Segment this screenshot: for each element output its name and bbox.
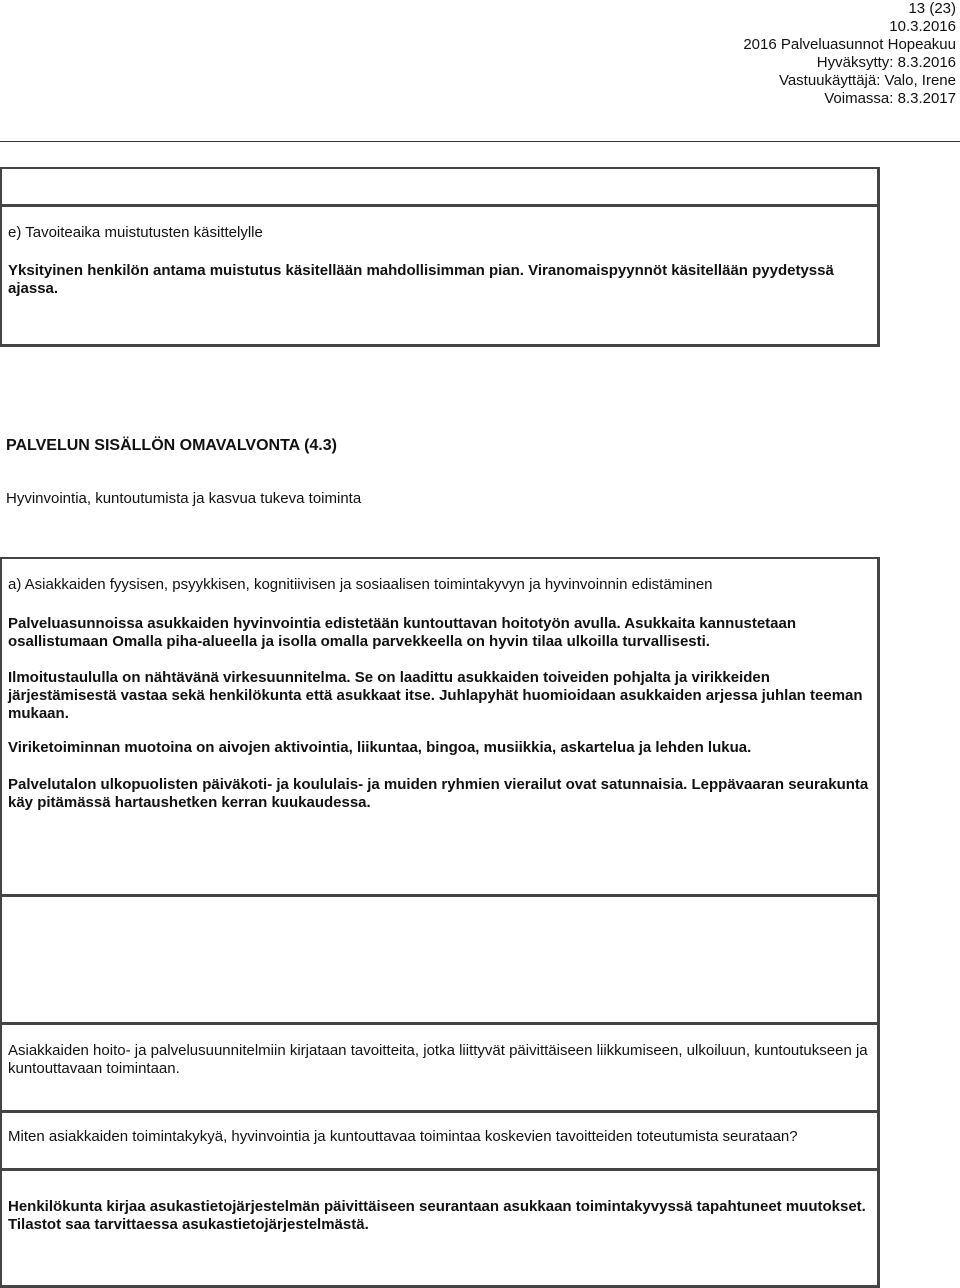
responsible-user: Vastuukäyttäjä: Valo, Irene — [778, 72, 956, 89]
document-header — [743, 0, 956, 108]
section-a-p1-line2: osallistumaan Omalla piha-alueella ja isolla omalla parvekkeella on hyvin tilaa ulkoilla turvallisesti. — [8, 633, 710, 650]
section-title: PALVELUN SISÄLLÖN OMAVALVONTA (4.3) — [6, 437, 337, 454]
empty-field-box — [0, 167, 880, 207]
section-e-body-line1: Yksityinen henkilön antama muistutus käsitellään mahdollisimman pian. Viranomaispyynnöt käsitellään pyydetyssä — [8, 262, 834, 279]
tracking-answer-line1: Henkilökunta kirjaa asukastietojärjestelmän päivittäiseen seurantaan asukkaan toimintakyvyssä tapahtuneet muutokset. — [8, 1198, 866, 1215]
section-a-p3-line1: Viriketoiminnan muotoina on aivojen aktivointia, liikuntaa, bingoa, musiikkia, askartelua ja lehden lukua. — [8, 739, 752, 756]
monitoring-question-box — [0, 1111, 880, 1171]
section-a-p2-line1: Ilmoitustaululla on nähtävänä virkesuunnitelma. Se on laadittu asukkaiden toiveiden pohjalta ja virikkeiden — [8, 669, 770, 686]
plans-box — [0, 1023, 880, 1113]
section-e-body-line2: ajassa. — [8, 280, 59, 297]
approved-date: Hyväksytty: 8.3.2016 — [816, 54, 956, 71]
tracking-answer-box — [0, 1169, 880, 1288]
tracking-answer-line2: Tilastot saa tarvittaessa asukastietojärjestelmästä. — [8, 1216, 369, 1233]
section-e-box — [0, 205, 880, 347]
empty-box — [0, 895, 880, 1025]
plans-text-line1: Asiakkaiden hoito- ja palvelusuunnitelmiin kirjataan tavoitteita, jotka liittyvät päivittäiseen liikkumiseen, ulkoiluun, kuntoutukseen ja — [8, 1042, 868, 1059]
section-e-heading: e) Tavoiteaika muistutusten käsittelylle — [8, 224, 263, 241]
section-a-p4-line1: Palvelutalon ulkopuolisten päiväkoti- ja koululais- ja muiden ryhmien vierailut ovat satunnaisia. Leppävaaran seurakunta — [8, 776, 869, 793]
section-a-p1-line1: Palveluasunnoissa asukkaiden hyvinvointia edistetään kuntouttavan hoitotyön avulla. Asukkaita kannustetaan — [8, 615, 796, 632]
section-a-p2-line3: mukaan. — [8, 705, 69, 722]
section-a-p2-line2: järjestämisestä vastaa sekä henkilökunta että asukkaat itse. Juhlapyhät huomioidaan asukkaiden arjessa juhlan teeman — [8, 687, 863, 704]
header-divider — [0, 141, 960, 142]
section-a-box — [0, 557, 880, 897]
section-a-p4-line2: käy pitämässä hartaushetken kerran kuukaudessa. — [8, 794, 371, 811]
section-subtitle: Hyvinvointia, kuntoutumista ja kasvua tukeva toiminta — [6, 490, 362, 507]
section-a-heading: a) Asiakkaiden fyysisen, psyykkisen, kognitiivisen ja sosiaalisen toimintakyvyn ja hyvinvoinnin edistäminen — [8, 576, 713, 593]
plans-text-line2: kuntouttavaan toimintaan. — [8, 1060, 180, 1077]
document-date: 10.3.2016 — [889, 18, 956, 35]
monitoring-question: Miten asiakkaiden toimintakykyä, hyvinvointia ja kuntouttavaa toimintaa koskevien tavoitteiden toteutumista seurataan? — [8, 1128, 798, 1145]
page-number: 13 (23) — [908, 0, 956, 17]
valid-until: Voimassa: 8.3.2017 — [824, 90, 956, 107]
document-title: 2016 Palveluasunnot Hopeakuu — [743, 36, 956, 53]
